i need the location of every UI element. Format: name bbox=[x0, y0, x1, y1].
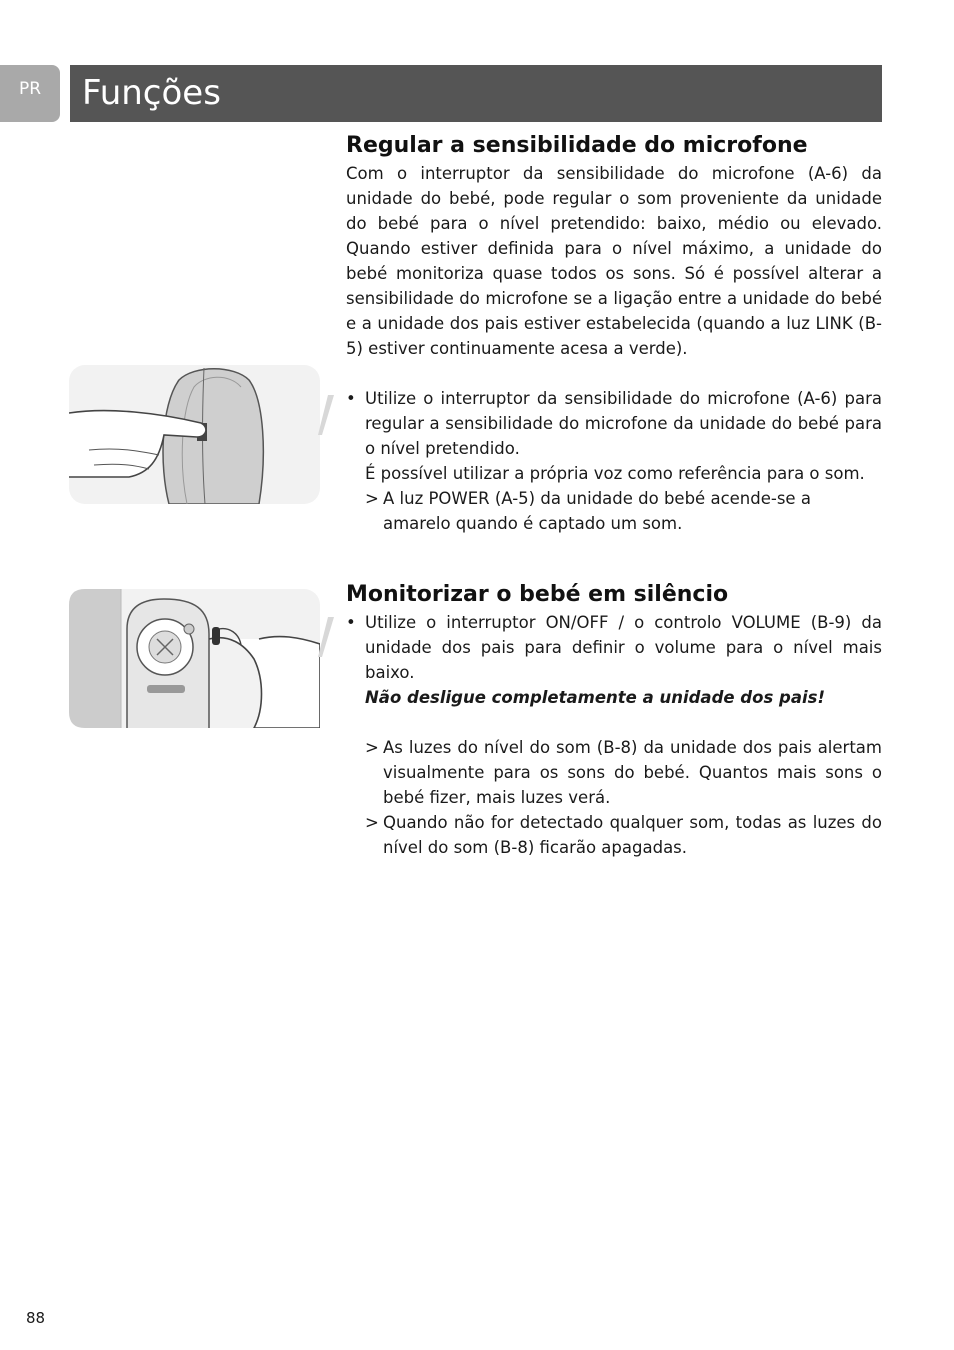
section-microphone-sensitivity bbox=[346, 131, 882, 536]
instruction-bullet: • Utilize o interruptor da sensibilidade do microfone (A-6) para regular a sensibilidade do microfone da unidade do bebé para o nível pretendido. bbox=[346, 386, 882, 461]
instruction-bullet: • Utilize o interruptor ON/OFF / o controlo VOLUME (B-9) da unidade dos pais para definir o volume para o nível mais baixo. bbox=[346, 610, 882, 685]
baby-unit-illustration bbox=[69, 365, 320, 504]
arrow-marker: > bbox=[365, 738, 379, 757]
page-number: 88 bbox=[26, 1309, 46, 1327]
intro-paragraph: Com o interruptor da sensibilidade do microfone (A-6) da unidade do bebé, pode regular o som proveniente da unidade do bebé para o nível pretendido: baixo, médio ou elevado. Quando estiver definida para o nível máximo, a unidade do bebé monitoriza quase todos os sons. Só é possível alterar a sensibilidade do microfone se a ligação entre a unidade do bebé e a unidade dos pais estiver estabelecida (quando a luz LINK (B-5) estiver continuamente acesa a verde). bbox=[346, 164, 882, 358]
result-text: As luzes do nível do som (B-8) da unidade dos pais alertam visualmente para os sons do bebé. Quantos mais sons o bebé fizer, mais luzes verá. bbox=[383, 738, 882, 807]
arrow-marker: > bbox=[365, 813, 379, 832]
section-heading: Monitorizar o bebé em silêncio bbox=[346, 582, 729, 607]
language-code: PR bbox=[18, 79, 42, 99]
result-text: A luz POWER (A-5) da unidade do bebé acende-se a amarelo quando é captado um som. bbox=[383, 489, 811, 533]
result-text: Quando não for detectado qualquer som, todas as luzes do nível do som (B-8) ficarão apagadas. bbox=[383, 813, 882, 857]
parent-unit-illustration bbox=[69, 589, 320, 728]
language-tab bbox=[0, 65, 60, 122]
corner-mark-icon bbox=[318, 617, 334, 657]
warning-text: Não desligue completamente a unidade dos pais! bbox=[365, 688, 825, 707]
section-silent-monitoring bbox=[346, 580, 882, 860]
instruction-note: É possível utilizar a própria voz como referência para o som. bbox=[365, 464, 865, 483]
corner-mark-icon bbox=[318, 395, 334, 435]
page-title: Funções bbox=[70, 65, 882, 122]
arrow-marker: > bbox=[365, 489, 379, 508]
section-heading: Regular a sensibilidade do microfone bbox=[346, 133, 808, 158]
